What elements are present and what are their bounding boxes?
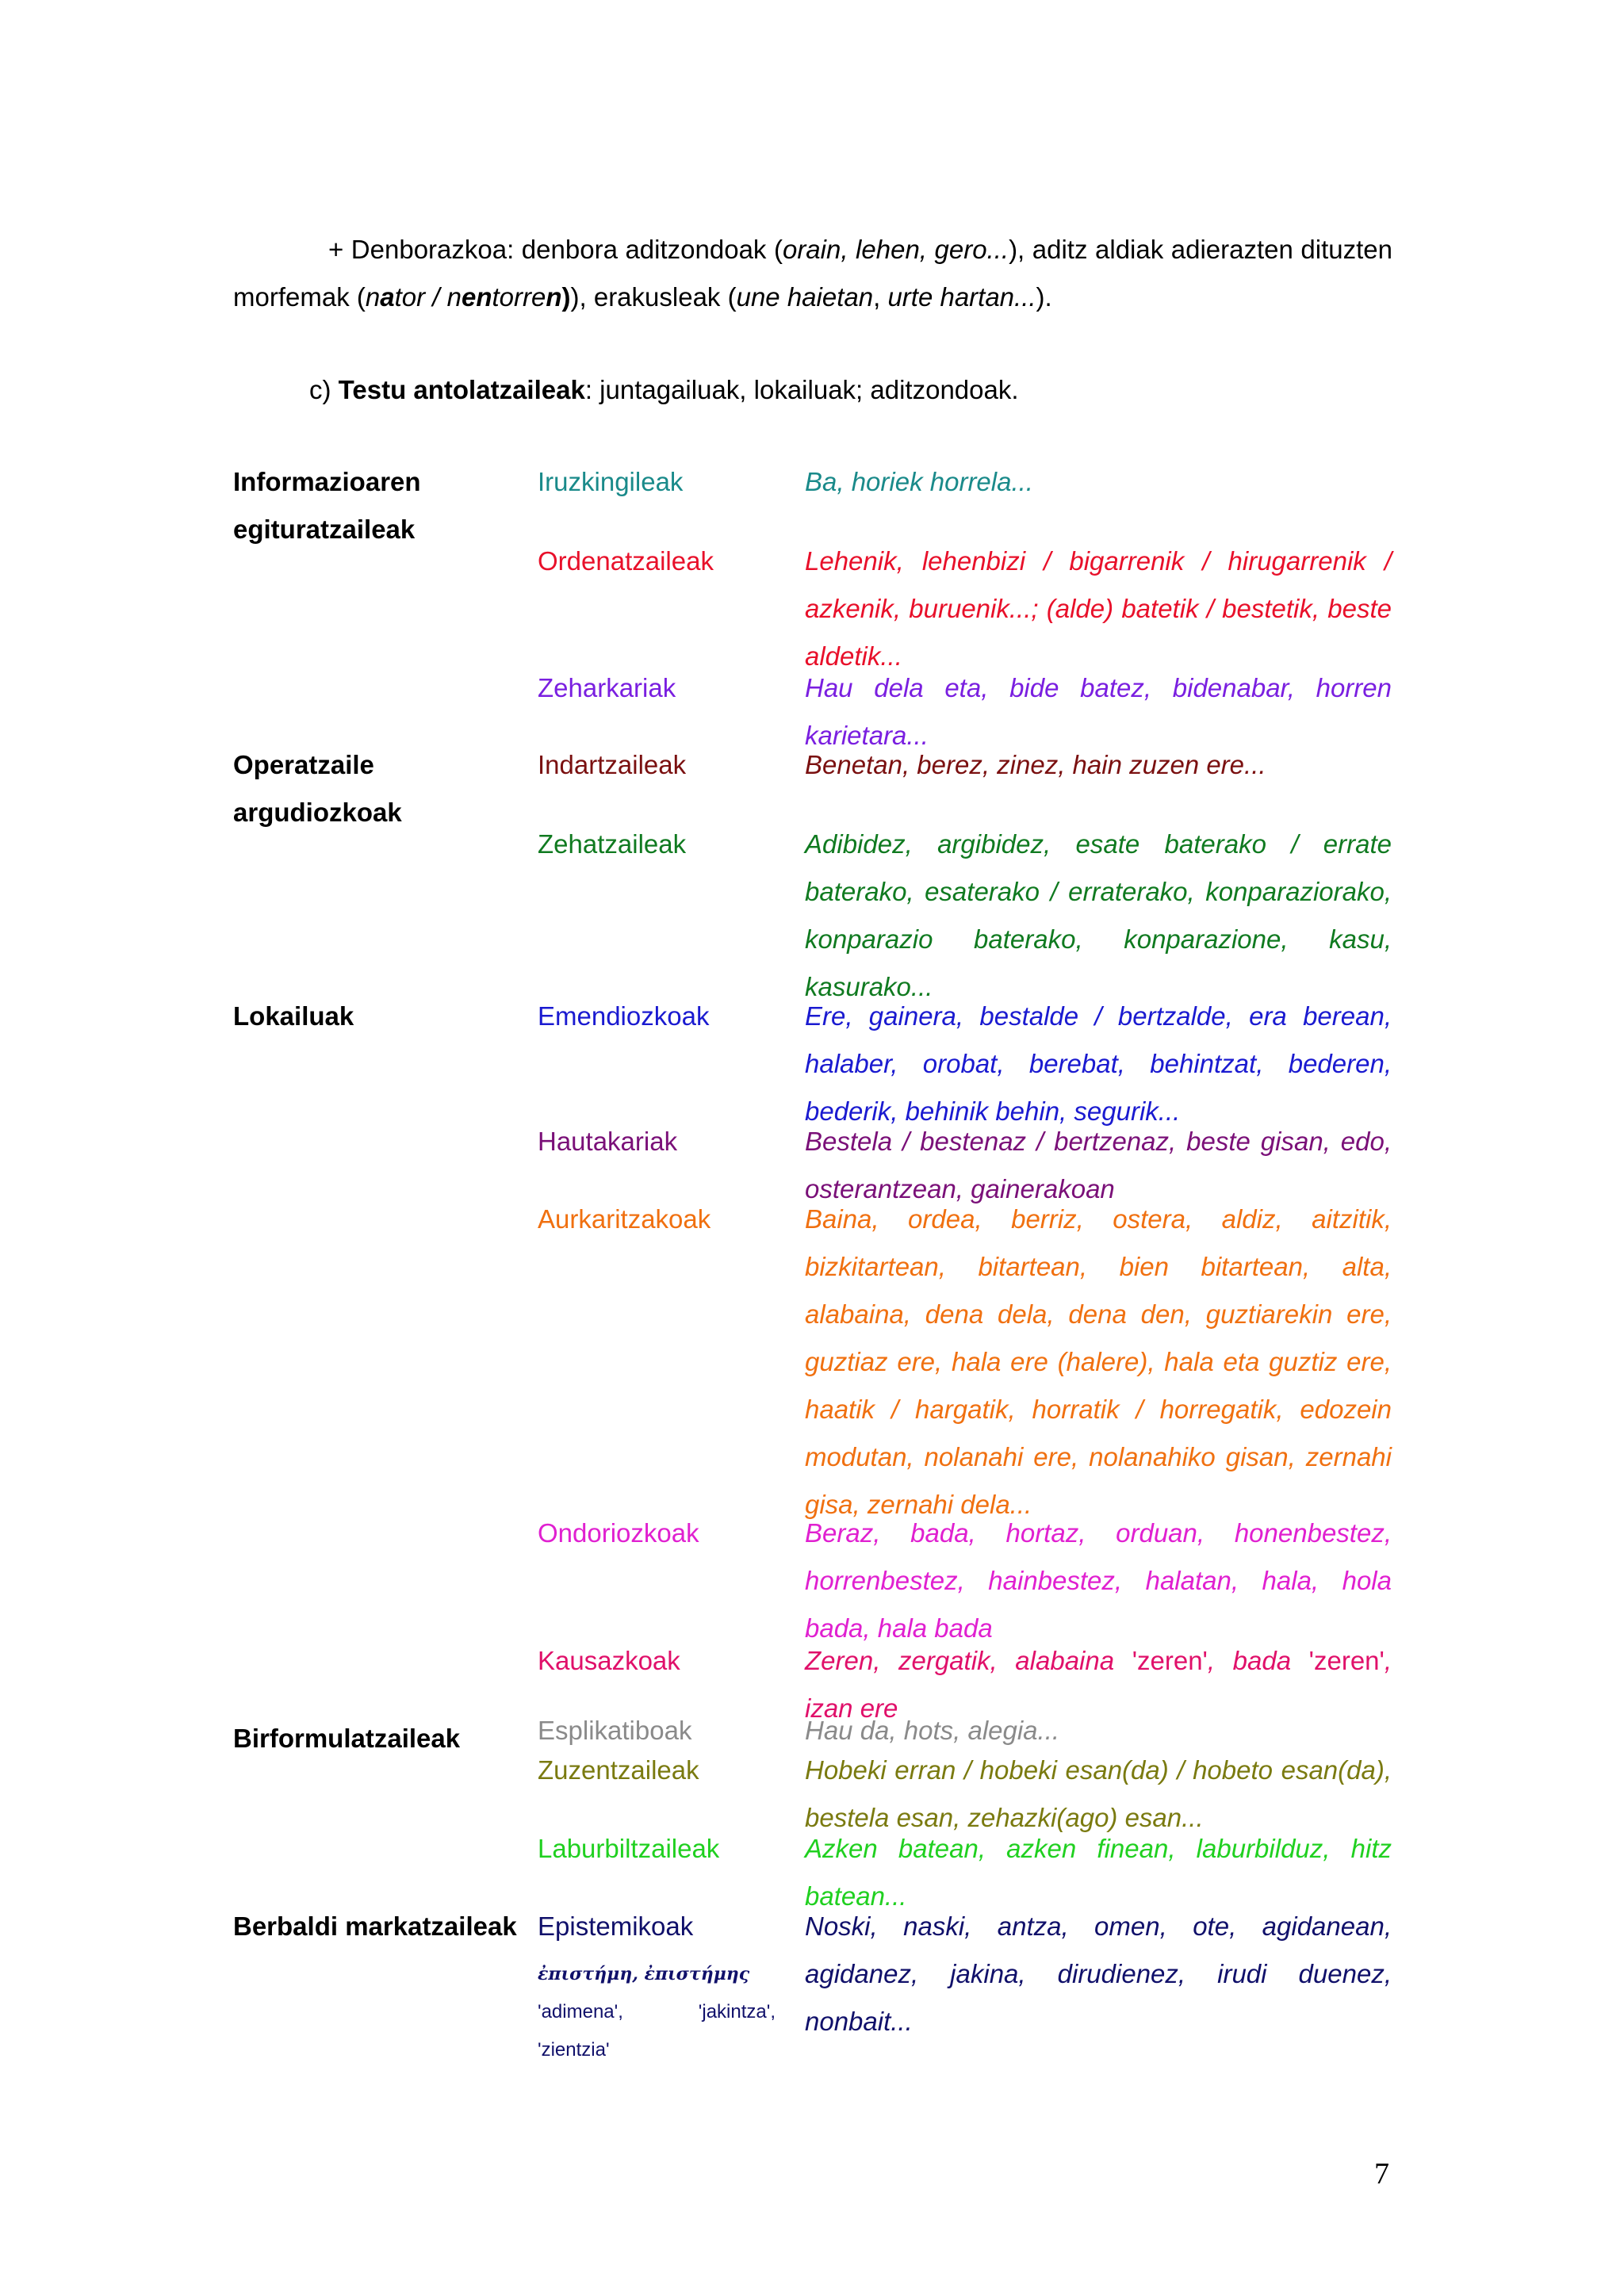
intro-paragraph: + Denborazkoa: denbora aditzondoak (orain, lehen, gero...), aditz aldiak adierazten dituzten morfemak (nator / nentorren)), erakusleak (une haietan, urte hartan...). — [233, 235, 1392, 312]
category-label: Epistemikoak — [538, 1911, 694, 1941]
greek-word: ἐπιστήμη, ἐπιστήμης — [538, 1964, 750, 1984]
category-examples: Hau dela eta, bide batez, bidenabar, horren karietara... — [805, 673, 1392, 750]
category-label: Emendiozkoak — [538, 1001, 710, 1031]
group-operatzaile: Operatzaile argudiozkoak — [233, 750, 402, 827]
group-birformulatzaileak: Birformulatzaileak — [233, 1724, 461, 1753]
section-title: Testu antolatzaileak — [338, 375, 585, 404]
category-examples: Lehenik, lehenbizi / bigarrenik / hirugarrenik / azkenik, buruenik...; (alde) batetik / bestetik, beste aldetik... — [805, 546, 1392, 671]
example: une haietan — [736, 282, 874, 312]
category-label: Zeharkariak — [538, 673, 676, 702]
page-number: 7 — [1374, 2157, 1389, 2191]
morpheme-example: nator / nentorren — [365, 282, 562, 312]
category-examples: Ere, gainera, bestalde / bertzalde, era berean, halaber, orobat, berebat, behintzat, bederen, bederik, behinik behin, segurik... — [805, 1001, 1392, 1126]
greek-etymology — [538, 1955, 776, 2069]
category-examples: Hobeki erran / hobeki esan(da) / hobeto esan(da), bestela esan, zehazki(ago) esan... — [805, 1755, 1392, 1832]
example: orain, lehen, gero... — [782, 235, 1009, 264]
text: ), erakusleak ( — [570, 282, 737, 312]
category-examples: Azken batean, azken finean, laburbilduz, hitz batean... — [805, 1834, 1392, 1911]
category-examples: Hau da, hots, alegia... — [805, 1716, 1060, 1745]
category-label: Zehatzaileak — [538, 829, 687, 859]
category-label: Indartzaileak — [538, 750, 687, 779]
category-label: Ordenatzaileak — [538, 546, 714, 576]
category-label: Ondoriozkoak — [538, 1518, 699, 1548]
category-examples: Baina, ordea, berriz, ostera, aldiz, aitzitik, bizkitartean, bitartean, bien bitartean, alta, alabaina, dena dela, dena den, guztiarekin ere, guztiaz ere, hala ere (halere), hala eta guztiz ere, haatik / hargatik, horratik / horregatik, edozein modutan, nolanahi ere, nolanahiko gisan, zernahi gisa, zernahi dela... — [805, 1204, 1392, 1519]
greek-gloss: 'adimena', 'jakintza', 'zientzia' — [538, 2001, 776, 2061]
group-lokailuak: Lokailuak — [233, 1001, 354, 1031]
category-examples: Noski, naski, antza, omen, ote, agidanean, agidanez, jakina, dirudienez, irudi duenez, nonbait... — [805, 1911, 1392, 2036]
category-examples: Zeren, zergatik, alabaina 'zeren', bada 'zeren', izan ere — [805, 1646, 1392, 1723]
category-label: Kausazkoak — [538, 1646, 680, 1675]
category-label: Laburbiltzaileak — [538, 1834, 720, 1863]
category-examples: Beraz, bada, hortaz, orduan, honenbestez, horrenbestez, hainbestez, halatan, hala, hola bada, hala bada — [805, 1518, 1392, 1643]
category-examples: Benetan, berez, zinez, hain zuzen ere... — [805, 750, 1266, 779]
category-label: Aurkaritzakoak — [538, 1204, 711, 1234]
section-c-heading: c) Testu antolatzaileak: juntagailuak, lokailuak; aditzondoak. — [309, 375, 1019, 404]
example: urte hartan... — [887, 282, 1036, 312]
category-examples: Ba, horiek horrela... — [805, 467, 1033, 496]
text: ), aditz aldiak adierazten dituzten morfemak ( — [233, 235, 1392, 312]
category-label: Iruzkingileak — [538, 467, 684, 496]
text: + Denborazkoa: denbora aditzondoak ( — [328, 235, 783, 264]
category-label: Zuzentzaileak — [538, 1755, 699, 1785]
category-label: Esplikatiboak — [538, 1716, 692, 1745]
category-examples: Adibidez, argibidez, esate baterako / errate baterako, esaterako / erraterako, konparaziorako, konparazio baterako, konparazione, kasu, kasurako... — [805, 829, 1392, 1001]
group-informazioaren: Informazioaren egituratzaileak — [233, 467, 421, 544]
category-label: Hautakariak — [538, 1127, 678, 1156]
category-examples: Bestela / bestenaz / bertzenaz, beste gisan, edo, osterantzean, gainerakoan — [805, 1127, 1392, 1203]
group-berbaldi: Berbaldi markatzaileak — [233, 1911, 517, 1941]
